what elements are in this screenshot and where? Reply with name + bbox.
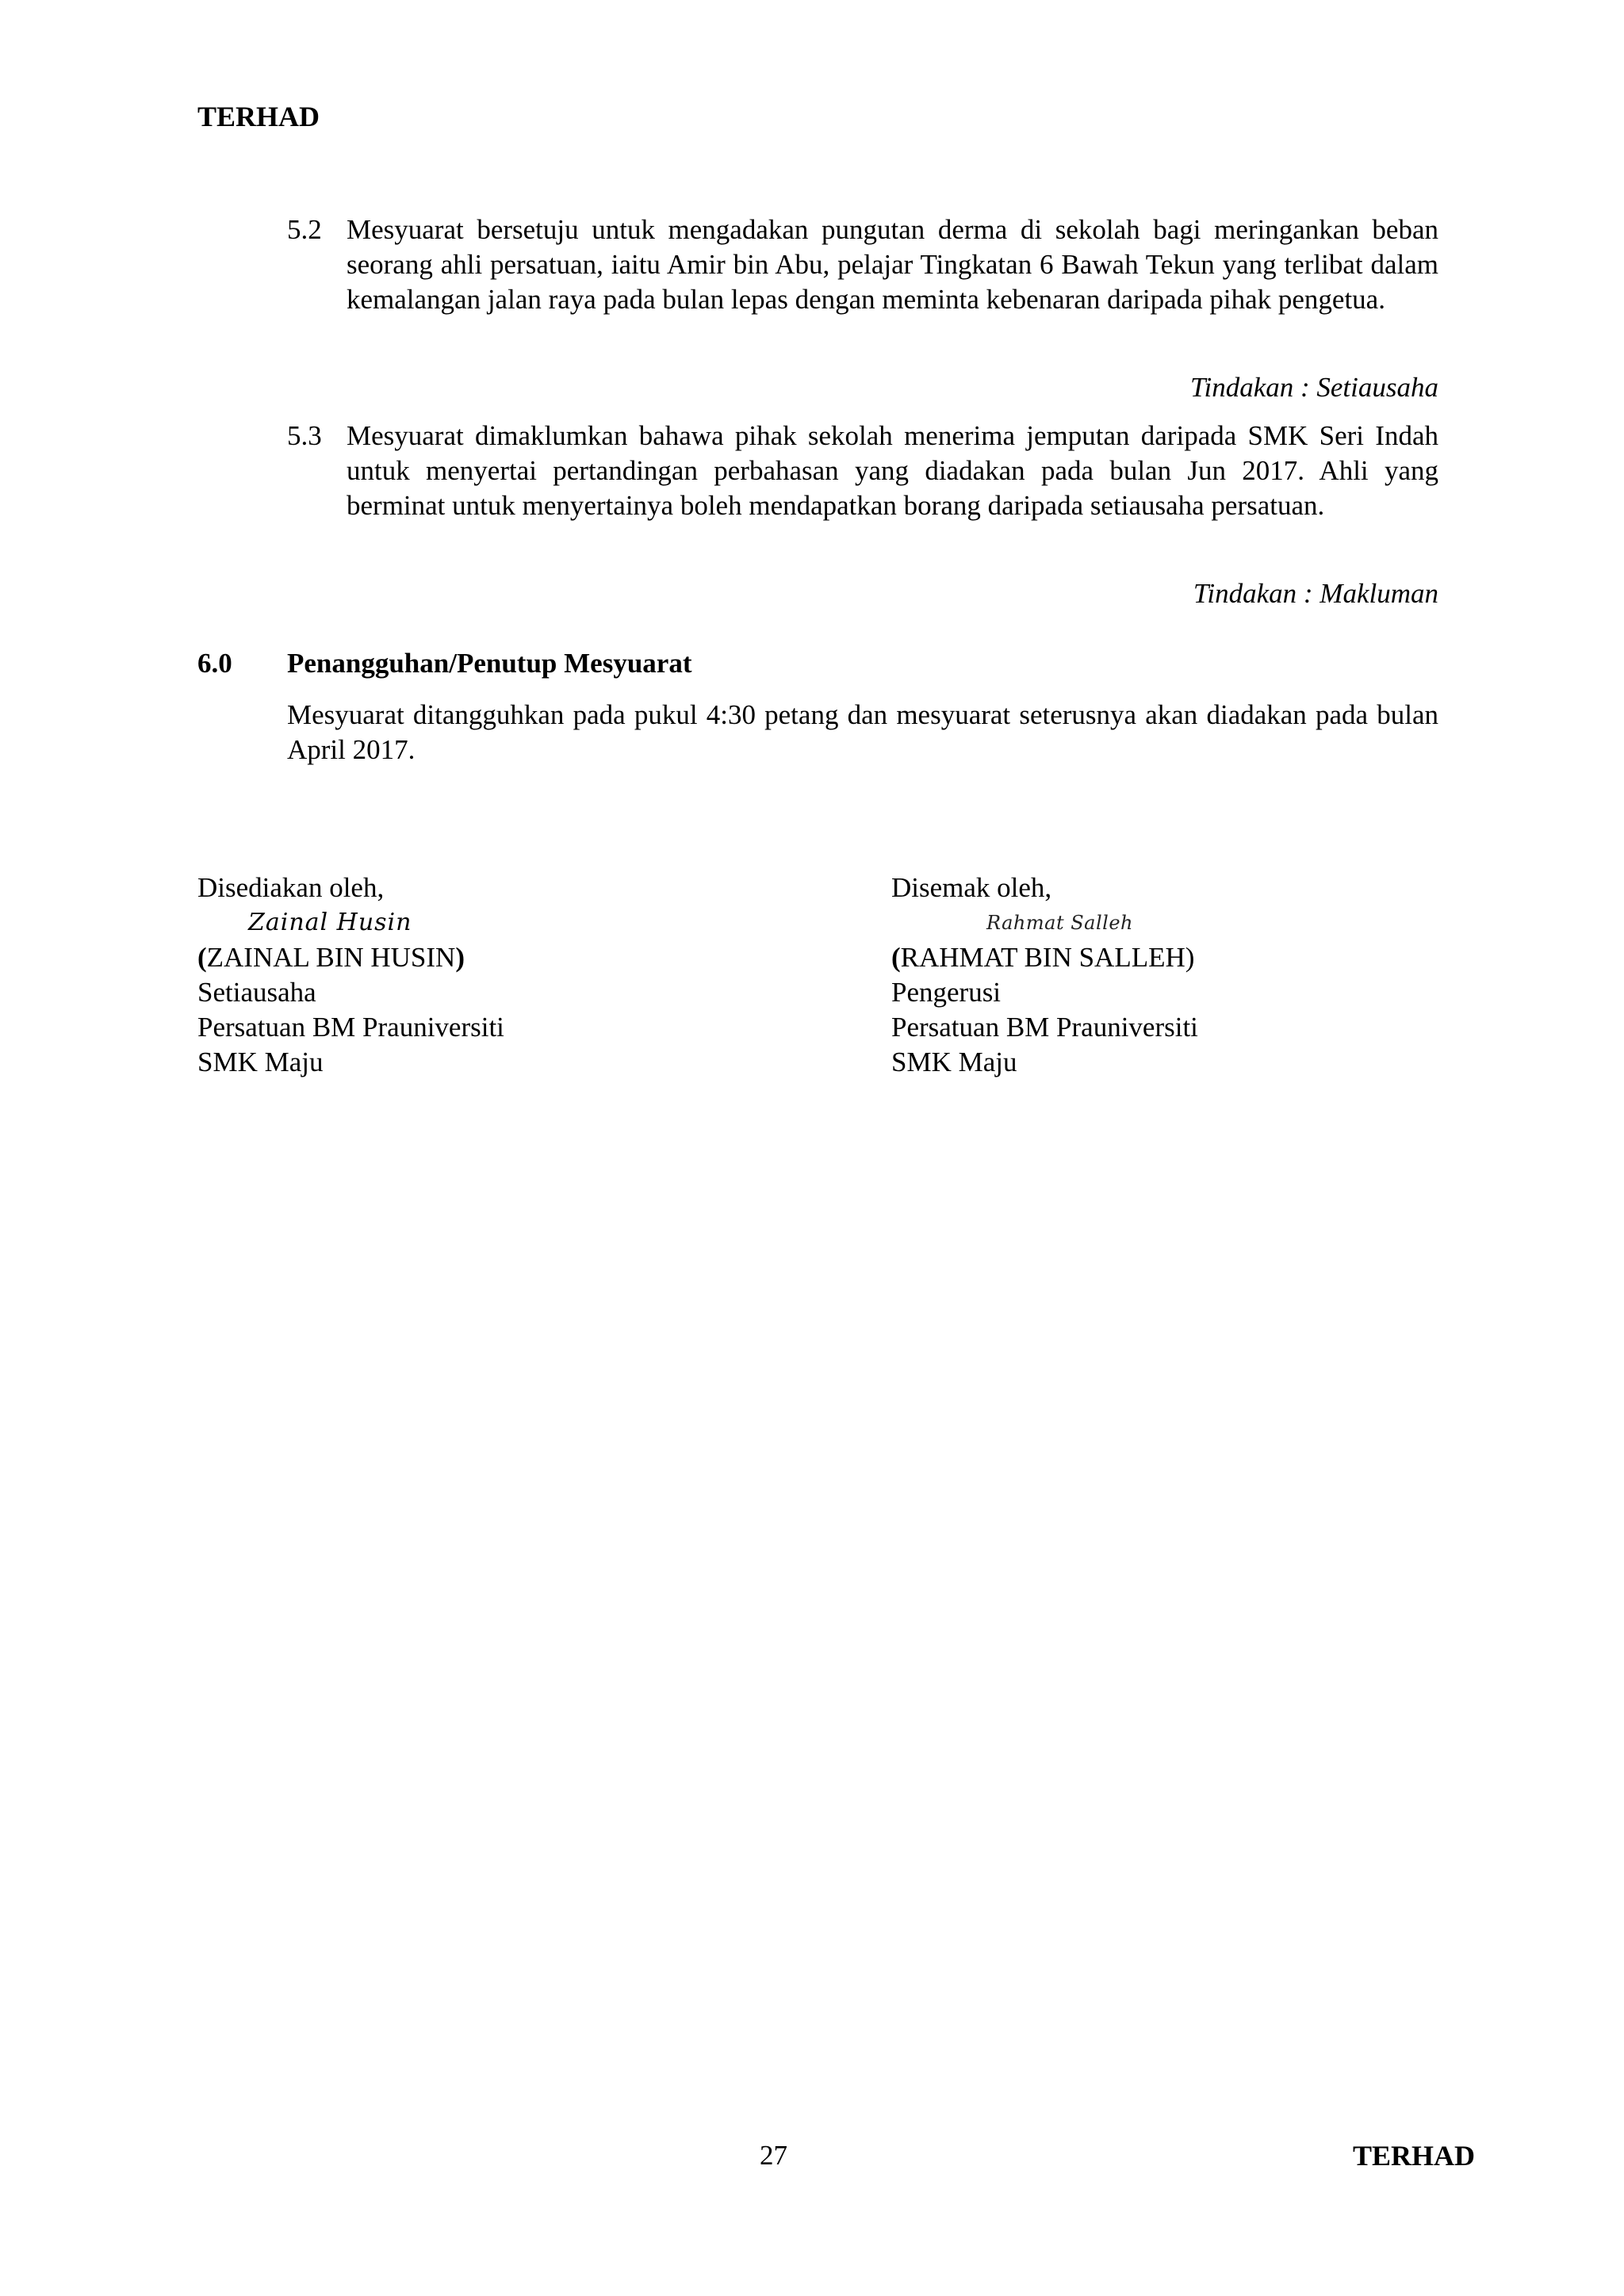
section-paragraph: Mesyuarat ditangguhkan pada pukul 4:30 petang dan mesyuarat seterusnya akan diadakan pada bulan April 2017. xyxy=(287,699,1438,765)
signatory-position: Pengerusi xyxy=(891,977,1002,1008)
item-number: 5.3 xyxy=(287,420,322,451)
page-number: 27 xyxy=(760,2140,787,2171)
signatory-school: SMK Maju xyxy=(197,1047,324,1077)
item-number: 5.2 xyxy=(287,214,322,245)
checked-by-block xyxy=(891,871,1198,1080)
signatory-name: (ZAINAL BIN HUSIN) xyxy=(197,942,465,973)
section-title: Penangguhan/Penutup Mesyuarat xyxy=(287,648,692,679)
signature-zainal: Zainal Husin xyxy=(248,909,412,936)
header-classification: TERHAD xyxy=(197,101,320,132)
minutes-item-5-2 xyxy=(287,212,1438,317)
section-heading xyxy=(197,646,692,681)
section-number: 6.0 xyxy=(197,648,232,679)
signatory-position: Setiausaha xyxy=(197,977,316,1008)
signatory-name: (RAHMAT BIN SALLEH) xyxy=(891,942,1195,973)
action-note: Tindakan : Setiausaha xyxy=(1189,372,1438,403)
prepared-by-label: Disediakan oleh, xyxy=(197,872,385,903)
footer-classification: TERHAD xyxy=(1353,2140,1476,2172)
checked-by-label: Disemak oleh, xyxy=(891,872,1052,903)
signatory-organisation: Persatuan BM Prauniversiti xyxy=(891,1012,1198,1043)
signatory-organisation: Persatuan BM Prauniversiti xyxy=(197,1012,504,1043)
item-text: Mesyuarat dimaklumkan bahawa pihak sekolah menerima jemputan daripada SMK Seri Indah untuk menyertai pertandingan perbahasan yang diadakan pada bulan Jun 2017. Ahli yang berminat untuk menyertainya boleh mendapatkan borang daripada setiausaha persatuan. xyxy=(347,420,1438,521)
signatory-school: SMK Maju xyxy=(891,1047,1017,1077)
action-note: Tindakan : Makluman xyxy=(1193,578,1438,609)
signature-rahmat: Rahmat Salleh xyxy=(986,912,1133,934)
minutes-item-5-3 xyxy=(287,419,1438,523)
item-text: Mesyuarat bersetuju untuk mengadakan pungutan derma di sekolah bagi meringankan beban seorang ahli persatuan, iaitu Amir bin Abu, pelajar Tingkatan 6 Bawah Tekun yang terlibat dalam kemalangan jalan raya pada bulan lepas dengan meminta kebenaran daripada pihak pengetua. xyxy=(347,214,1438,315)
prepared-by-block xyxy=(197,871,504,1080)
